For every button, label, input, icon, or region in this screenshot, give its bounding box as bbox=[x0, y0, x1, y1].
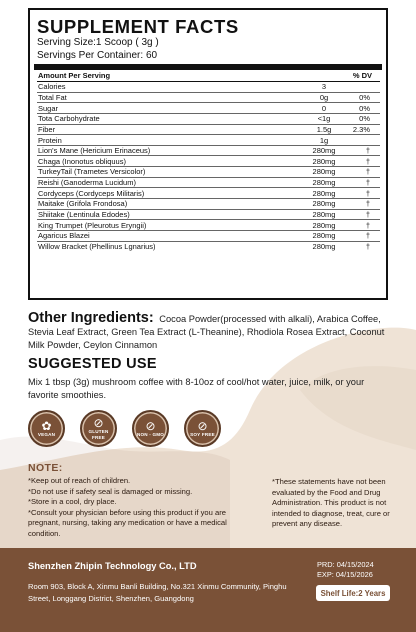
facts-row bbox=[37, 114, 380, 125]
suggested-use-text: Mix 1 tbsp (3g) mushroom coffee with 8-10oz of cool/hot water, juice, milk, or your favorite smoothies. bbox=[28, 377, 365, 400]
nutrient-name: Reishi (Ganoderma Lucidum) bbox=[38, 178, 136, 188]
nutrient-name: Chaga (Inonotus obliquus) bbox=[38, 156, 126, 166]
serving-size: Serving Size:1 Scoop ( 3g ) bbox=[37, 37, 159, 48]
nutrient-dv: † bbox=[365, 242, 370, 252]
nutrient-amount: 3 bbox=[321, 82, 327, 92]
nutrient-name: Cordyceps (Cordyceps Militaris) bbox=[38, 188, 145, 198]
shelf-life-badge: Shelf Life:2 Years bbox=[316, 585, 390, 601]
suggested-use-title: SUGGESTED USE bbox=[28, 356, 157, 372]
nutrient-dv: † bbox=[365, 220, 370, 230]
nutrient-amount: 1.5g bbox=[316, 124, 332, 134]
note-item: *Keep out of reach of children. bbox=[28, 476, 131, 485]
facts-row bbox=[37, 135, 380, 146]
nutrient-amount: 280mg bbox=[312, 156, 336, 166]
soy-free-badge: ⊘ SOY FREE bbox=[184, 410, 221, 447]
nutrient-amount: 0 bbox=[321, 103, 327, 113]
nutrient-amount: <1g bbox=[317, 114, 331, 124]
leaf-icon: ✿ bbox=[41, 418, 52, 433]
nutrient-dv: † bbox=[365, 146, 370, 156]
note-item: *Store in a cool, dry place. bbox=[28, 497, 117, 506]
nutrient-dv: † bbox=[365, 188, 370, 198]
nutrient-dv: † bbox=[365, 210, 370, 219]
other-ingredients bbox=[28, 312, 398, 351]
facts-row bbox=[37, 231, 380, 242]
nutrient-name: Calories bbox=[38, 82, 66, 92]
nutrient-amount: 280mg bbox=[312, 199, 336, 209]
nutrient-dv: † bbox=[365, 231, 370, 241]
expiration-date: EXP: 04/15/2026 bbox=[317, 570, 373, 579]
nutrient-name: Tota Carbohydrate bbox=[38, 114, 100, 124]
facts-row bbox=[37, 125, 380, 136]
nutrient-dv: 2.3% bbox=[352, 124, 370, 134]
company-name: Shenzhen Zhipin Technology Co., LTD bbox=[28, 561, 197, 571]
nutrient-amount: 280mg bbox=[312, 210, 336, 219]
nutrient-name: Protein bbox=[38, 135, 62, 145]
nutrient-amount: 280mg bbox=[312, 242, 336, 252]
supplement-facts-panel bbox=[28, 8, 388, 300]
nutrient-amount: 280mg bbox=[312, 178, 336, 188]
nutrient-dv: 0% bbox=[359, 114, 370, 124]
nutrient-name: Shiitake (Lentinula Edodes) bbox=[38, 210, 130, 219]
gluten-free-badge: ⊘ GLUTEN FREE bbox=[80, 410, 117, 447]
nutrient-amount: 0g bbox=[319, 92, 329, 102]
date-block bbox=[317, 560, 374, 580]
nutrient-name: King Trumpet (Pleurotus Eryngii) bbox=[38, 220, 147, 230]
nutrient-amount: 280mg bbox=[312, 188, 336, 198]
note-title: NOTE: bbox=[28, 462, 63, 474]
facts-row bbox=[37, 156, 380, 167]
nutrient-amount: 280mg bbox=[312, 146, 336, 156]
other-ingredients-title: Other Ingredients: bbox=[28, 310, 154, 326]
note-item: *Consult your physician before using this product if you are pregnant, nursing, taking any medication or have a medical condition. bbox=[28, 507, 227, 538]
nutrient-dv: † bbox=[365, 156, 370, 166]
facts-row bbox=[37, 82, 380, 93]
nutrient-name: Lion's Mane (Hericium Erinaceus) bbox=[38, 146, 151, 156]
dv-header: % DV bbox=[352, 71, 372, 80]
note-item: *Do not use if safety seal is damaged or missing. bbox=[28, 486, 193, 496]
nutrient-amount: 280mg bbox=[312, 231, 336, 241]
facts-row bbox=[37, 146, 380, 157]
certification-badges bbox=[28, 410, 221, 447]
nutrient-dv: 0% bbox=[359, 92, 370, 102]
amount-per-serving-header: Amount Per Serving bbox=[38, 71, 111, 80]
other-ingredients-text: Cocoa Powder(processed with alkali), Arabica Coffee, Stevia Leaf Extract, Green Tea Extract (L-Theanine), Rhodiola Rosea Extract, Coconut Milk Powder, Ceylon Cinnamon bbox=[28, 314, 385, 350]
facts-row bbox=[37, 220, 380, 231]
fda-disclaimer: *These statements have not been evaluated by the Food and Drug Administration. This product is not intended to diagnose, treat, cure or prevent any disease. bbox=[272, 477, 390, 528]
facts-row bbox=[37, 93, 380, 104]
nutrient-dv: 0% bbox=[359, 103, 370, 113]
nutrient-dv: † bbox=[365, 199, 370, 209]
nutrient-name: Fiber bbox=[38, 124, 56, 134]
nutrient-dv: † bbox=[365, 167, 370, 177]
vegan-badge: ✿ VEGAN bbox=[28, 410, 65, 447]
facts-row bbox=[37, 167, 380, 178]
nutrient-name: Maitake (Grifola Frondosa) bbox=[38, 199, 128, 209]
facts-row bbox=[37, 210, 380, 221]
servings-per-container: Servings Per Container: 60 bbox=[37, 49, 158, 61]
non-gmo-badge: ⊘ NON - GMO bbox=[132, 410, 169, 447]
dna-icon: ⊘ bbox=[145, 418, 156, 433]
facts-row bbox=[37, 242, 380, 253]
nutrient-name: Sugar bbox=[38, 103, 59, 113]
nutrient-name: Total Fat bbox=[38, 92, 67, 102]
facts-header-row bbox=[37, 70, 380, 82]
nutrient-name: Willow Bracket (Phellinus Lgnarius) bbox=[38, 242, 156, 252]
production-date: PRD: 04/15/2024 bbox=[317, 560, 374, 569]
nutrient-amount: 1g bbox=[319, 135, 329, 145]
nutrient-name: Agaricus Blazei bbox=[38, 231, 90, 241]
facts-title: SUPPLEMENT FACTS bbox=[37, 16, 239, 37]
facts-rows bbox=[37, 82, 380, 252]
facts-row bbox=[37, 188, 380, 199]
facts-row bbox=[37, 103, 380, 114]
facts-row bbox=[37, 199, 380, 210]
company-footer bbox=[0, 548, 416, 632]
wheat-icon: ⊘ bbox=[93, 416, 104, 430]
nutrient-amount: 280mg bbox=[312, 167, 336, 177]
company-address: Room 903, Block A, Xinmu Banli Building, No.321 Xinmu Community, Pinghu Street, Longgang District, Shenzhen, Guangdong bbox=[28, 582, 287, 603]
nutrient-dv: † bbox=[365, 178, 370, 188]
soy-icon: ⊘ bbox=[197, 418, 208, 433]
note-list bbox=[28, 476, 238, 539]
nutrient-amount: 280mg bbox=[312, 220, 336, 230]
nutrient-name: TurkeyTail (Trametes Versicolor) bbox=[38, 167, 146, 177]
facts-row bbox=[37, 178, 380, 189]
